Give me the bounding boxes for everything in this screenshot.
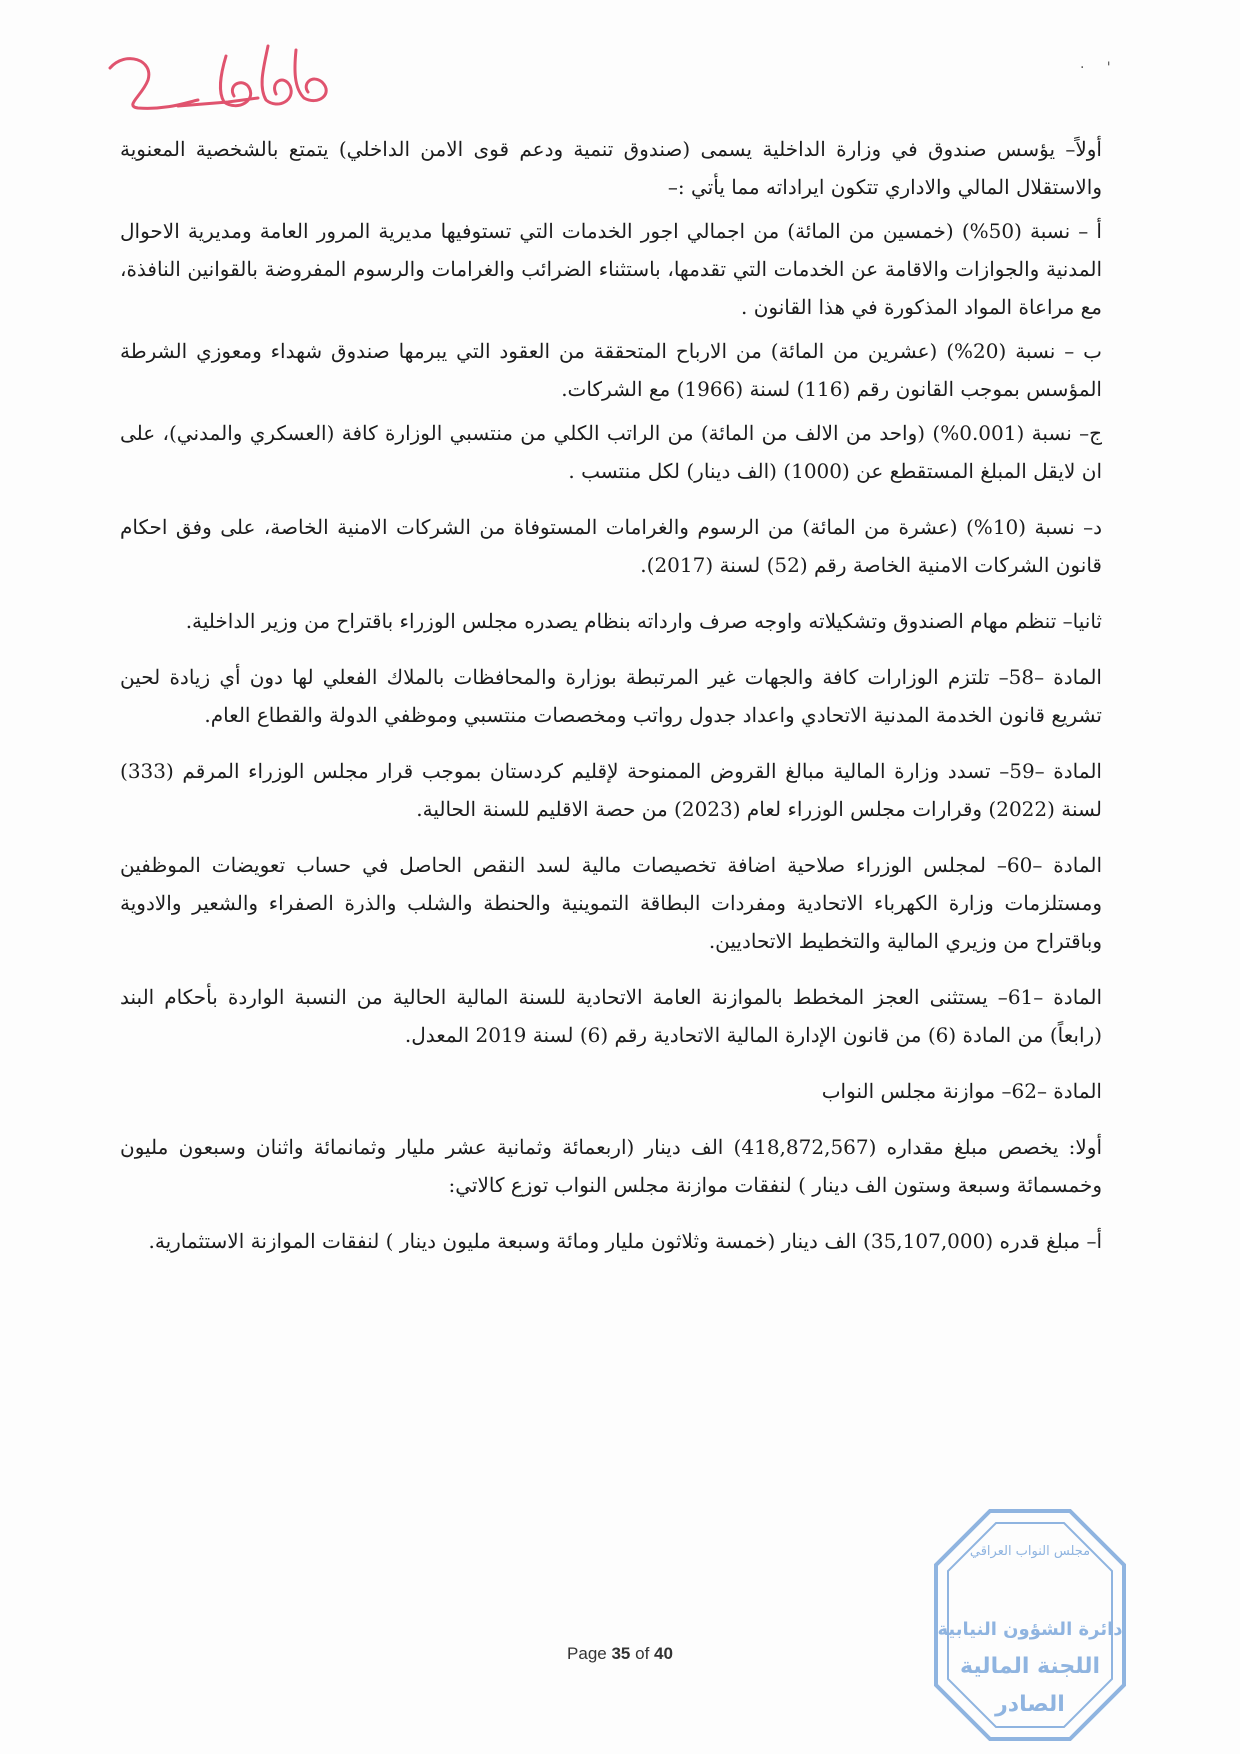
document-body — [120, 130, 1102, 1278]
paragraph-article-60: المادة –60– لمجلس الوزراء صلاحية اضافة تخصيصات مالية لسد النقص الحاصل في حساب تعويضات الموظفين ومستلزمات وزارة الكهرباء الاتحادية ومفردات البطاقة التموينية والحنطة والشلب والذرة الصفراء والشعير والادوية وباقتراح من وزيري المالية والتخطيط الاتحاديين. — [120, 853, 1102, 953]
handwritten-signature — [108, 40, 338, 130]
seal-text-top: مجلس النواب العراقي — [969, 1544, 1091, 1559]
paragraph-item-d: د– نسبة (10%) (عشرة من المائة) من الرسوم والغرامات المستوفاة من الشركات الامنية الخاصة، على وفق احكام قانون الشركات الامنية الخاصة رقم (52) لسنة (2017). — [120, 515, 1102, 577]
paragraph-item-a: أ – نسبة (50%) (خمسين من المائة) من اجمالي اجور الخدمات التي تستوفيها مديرية المرور العامة ومديرية الاحوال المدنية والجوازات والاقامة عن الخدمات التي تقدمها، باستثناء الضرائب والغرامات والرسوم المفروضة بالقوانين النافذة، مع مراعاة المواد المذكورة في هذا القانون . — [120, 219, 1102, 319]
page-of: of — [635, 1644, 650, 1663]
paragraph-article-62-first: أولا: يخصص مبلغ مقداره (418,872,567) الف دينار (اربعمائة وثمانية عشر مليار وثمانمائة واثنان وسبعون مليون وخمسمائة وسبعة وستون الف دينار ) لنفقات موازنة مجلس النواب توزع كالاتي: — [120, 1135, 1102, 1197]
paragraph-item-c: ج– نسبة (0.001%) (واحد من الالف من المائة) من الراتب الكلي من منتسبي الوزارة كافة (العسكري والمدني)، على ان لايقل المبلغ المستقطع عن (1000) (الف دينار) لكل منتسب . — [120, 421, 1103, 483]
scan-marks: · ' — [1080, 60, 1111, 76]
paragraph-article-62-heading: المادة –62– موازنة مجلس النواب — [821, 1079, 1102, 1103]
paragraph-item-b: ب – نسبة (20%) (عشرين من المائة) من الارباح المتحققة من العقود التي يبرمها صندوق شهداء ومعوزي الشرطة المؤسس بموجب القانون رقم (116) لسنة (1966) مع الشركات. — [120, 339, 1102, 401]
paragraph-second: ثانيا– تنظم مهام الصندوق وتشكيلاته واوجه صرف وارداته بنظام يصدره مجلس الوزراء باقتراح من وزير الداخلية. — [185, 609, 1102, 633]
seal-text-outgoing: الصادر — [995, 1692, 1065, 1717]
seal-text-committee: اللجنة المالية — [959, 1654, 1101, 1679]
paragraph-article-62-item-a: أ– مبلغ قدره (35,107,000) الف دينار (خمسة وثلاثون مليار ومائة وسبعة مليون دينار ) لنفقات الموازنة الاستثمارية. — [148, 1229, 1102, 1253]
page-word: Page — [567, 1644, 607, 1663]
paragraph-article-61: المادة –61– يستثنى العجز المخطط بالموازنة العامة الاتحادية للسنة المالية الحالية من النسبة الواردة بأحكام البند (رابعاً) من المادة (6) من قانون الإدارة المالية الاتحادية رقم (6) لسنة 2019 المعدل. — [120, 985, 1102, 1047]
paragraph-article-59: المادة –59– تسدد وزارة المالية مبالغ القروض الممنوحة لإقليم كردستان بموجب قرار مجلس الوزراء المرقم (333) لسنة (2022) وقرارات مجلس الوزراء لعام (2023) من حصة الاقليم للسنة الحالية. — [120, 759, 1102, 821]
paragraph-fund-establishment: أولاً– يؤسس صندوق في وزارة الداخلية يسمى (صندوق تنمية ودعم قوى الامن الداخلي) يتمتع بالشخصية المعنوية والاستقلال المالي والاداري تتكون ايراداته مما يأتي :– — [120, 137, 1102, 199]
page-current: 35 — [611, 1644, 631, 1663]
seal-text-dept: دائرة الشؤون النيابية — [937, 1619, 1123, 1640]
official-stamp — [930, 1505, 1130, 1745]
paragraph-article-58: المادة –58– تلتزم الوزارات كافة والجهات غير المرتبطة بوزارة والمحافظات بالملاك الفعلي لها دون أي زيادة لحين تشريع قانون الخدمة المدنية الاتحادي واعداد جدول رواتب ومخصصات منتسبي وموظفي الدولة والقطاع العام. — [120, 665, 1102, 727]
page-total: 40 — [654, 1644, 673, 1663]
